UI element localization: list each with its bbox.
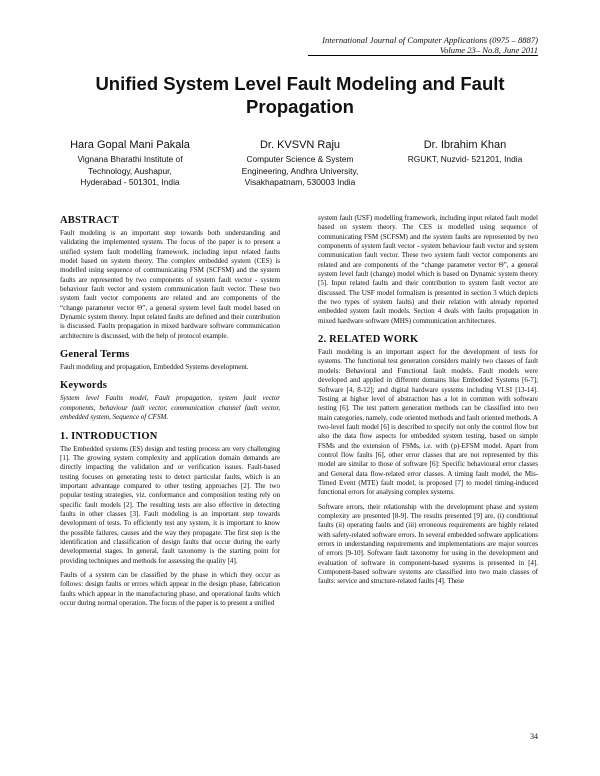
paper-title: Unified System Level Fault Modeling and Fault Propagation <box>95 73 505 117</box>
journal-name: International Journal of Computer Applications (0975 – 8887) <box>322 35 538 45</box>
author-name: Hara Gopal Mani Pakala <box>70 139 190 151</box>
left-column <box>60 214 280 608</box>
author-affiliation-line: Technology, Aushapur, <box>88 165 172 176</box>
author-name: Dr. Ibrahim Khan <box>423 139 507 151</box>
general-terms-heading: General Terms <box>60 349 130 361</box>
keywords-heading: Keywords <box>60 380 108 392</box>
author-affiliation-line: Engineering, Andhra University, <box>241 165 359 176</box>
intro-continuation-paragraph: system fault (USF) modelling framework, including input related fault model based on system theory. The CES is modelled using sequence of communicating FSM (SCFSM) and the system faults are represented by two components of system fault vector - system behaviour fault vector and system communication fault vector. These two system fault vector components are related and are components of the “change parameter vector Θ”, a general system level fault (change) model which is based on Dynamic system theory [5]. Input related faults and their contribution to system fault vector are discussed. The USF model formalism is presented in section 3 which depicts the two types of system faults) and their relation with already reported embedded system fault models. Section 4 deals with faults propagation in mixed hardware software (MHS) communication architectures. <box>318 214 538 325</box>
author-affiliation-line: Hyderabad - 501301, India <box>80 177 180 187</box>
author-3 <box>390 138 540 166</box>
introduction-heading: 1. INTRODUCTION <box>60 430 158 442</box>
related-work-heading: 2. RELATED WORK <box>318 334 419 346</box>
abstract-text: Fault modeling is an important step towards both understanding and validating the implemented system. The focus of the paper is to present a unified system fault modelling framework, including input related faults model based on system theory. The complex embedded system (CES) is modelled using sequence of communicating FSM (SCFSM) and the system faults are represented by two components of system fault vector - system behaviour fault vector and system communication fault vector. These two system fault vector components are related and are components of the “change parameter vector Θ”, a general system level fault model based on Dynamic system theory. Input related faults are defined and their contribution is discussed. Faults propagation in mixed hardware software communication architecture is discussed, with the help of protocol example. <box>60 229 280 340</box>
related-work-paragraph: Software errors, their relationship with the development phase and system complexity are presented [8-9]. The results presented [9] are, (i) conditional faults (ii) operating faults and (iii) erroneous requirements are highly related with safety-related software errors. In several embedded software applications errors in understanding requirements and implementations are major sources of errors [9-10]. Software fault taxonomy for using in the development and evaluation of software in component-based systems is presented in [4]. Component-based software systems are classified into two main classes of faults: service and structure-related faults [4]. These <box>318 502 538 586</box>
author-affiliation-line: Vignana Bharathi Institute of <box>77 154 183 164</box>
header-rule <box>308 55 538 56</box>
introduction-paragraph: Faults of a system can be classified by the phase in which they occur as follows: design faults or errors which appear in the design phase, fabrication faults which appear in the manufacturing phase, and operational faults which occur during normal operation. The focus of the paper is to present a unified <box>60 570 280 607</box>
related-work-paragraph: Fault modeling is an important aspect for the development of tests for systems. The functional test generation considers mainly two classes of fault models: Behavioral and Functional fault models. Fault models were developed and applied in different domains like Embedded Systems [6-7]; Software [4, 8-12]; and digital hardware systems including VLSI [13-14]. Testing at higher level of abstraction has a lot in common with software testing [6]. The test pattern generation methods can be classified into two main categories, namely, code oriented methods and fault oriented methods. A two-level fault model [6] is described to specify not only the control flow but also the data flow aspects for embedded system testing, based on simple FSMs and the extension of FSMs, i.e. with (p)-EFSM model. Apart from control flow faults [6], other error classes that are not represented by this model are similar to those of software [6]: Specific behavioural error classes and General data flow-related error classes. A timing fault model, the Mis-Timed Event (MTE) fault model, is proposed [7] to model timing-induced functional errors for analysing complex systems. <box>318 348 539 497</box>
introduction-paragraph: The Embedded systems (ES) design and testing process are very challenging [1]. The growing system complexity and application domain demands are directly impacting the validation and or verification issues. Fault-based testing focuses on generating tests to detect particular faults, which is an important advantage compared to other testing approaches [2]. The two popular testing strategies, viz. conformance and composition testing rely on specific fault models [2]. The resulting tests are also effective in detecting faults in other classes [3]. Fault modeling is an important step towards development of tests. To efficiently test any system, it is important to know the possible failures, causes and the way they propagate. The first step is the identification and classification of design faults that occur during the early developmental stages. In general, fault taxonomy is the starting point for providing techniques and methods for assessing the quality [4]. <box>60 444 280 565</box>
journal-header <box>322 35 538 55</box>
abstract-heading: ABSTRACT <box>60 215 119 226</box>
keywords-text: System level Faults model, Fault propagation, system fault vector components, behaviour fault vector, communication channel fault vector, embedded system, Sequence of CFSM. <box>60 394 280 422</box>
author-name: Dr. KVSVN Raju <box>259 139 341 151</box>
right-column <box>318 214 538 587</box>
author-2 <box>225 138 375 189</box>
journal-volume: Volume 23– No.8, June 2011 <box>439 45 538 55</box>
author-affiliation-line: RGUKT, Nuzvid- 521201, India <box>407 154 523 164</box>
author-1 <box>60 138 200 189</box>
author-affiliation-line: Visakhapatnam, 530003 India <box>244 177 356 187</box>
general-terms-text: Fault modeling and propagation, Embedded Systems development. <box>60 363 249 372</box>
author-affiliation-line: Computer Science & System <box>246 154 354 164</box>
page-number: 34 <box>530 732 538 741</box>
